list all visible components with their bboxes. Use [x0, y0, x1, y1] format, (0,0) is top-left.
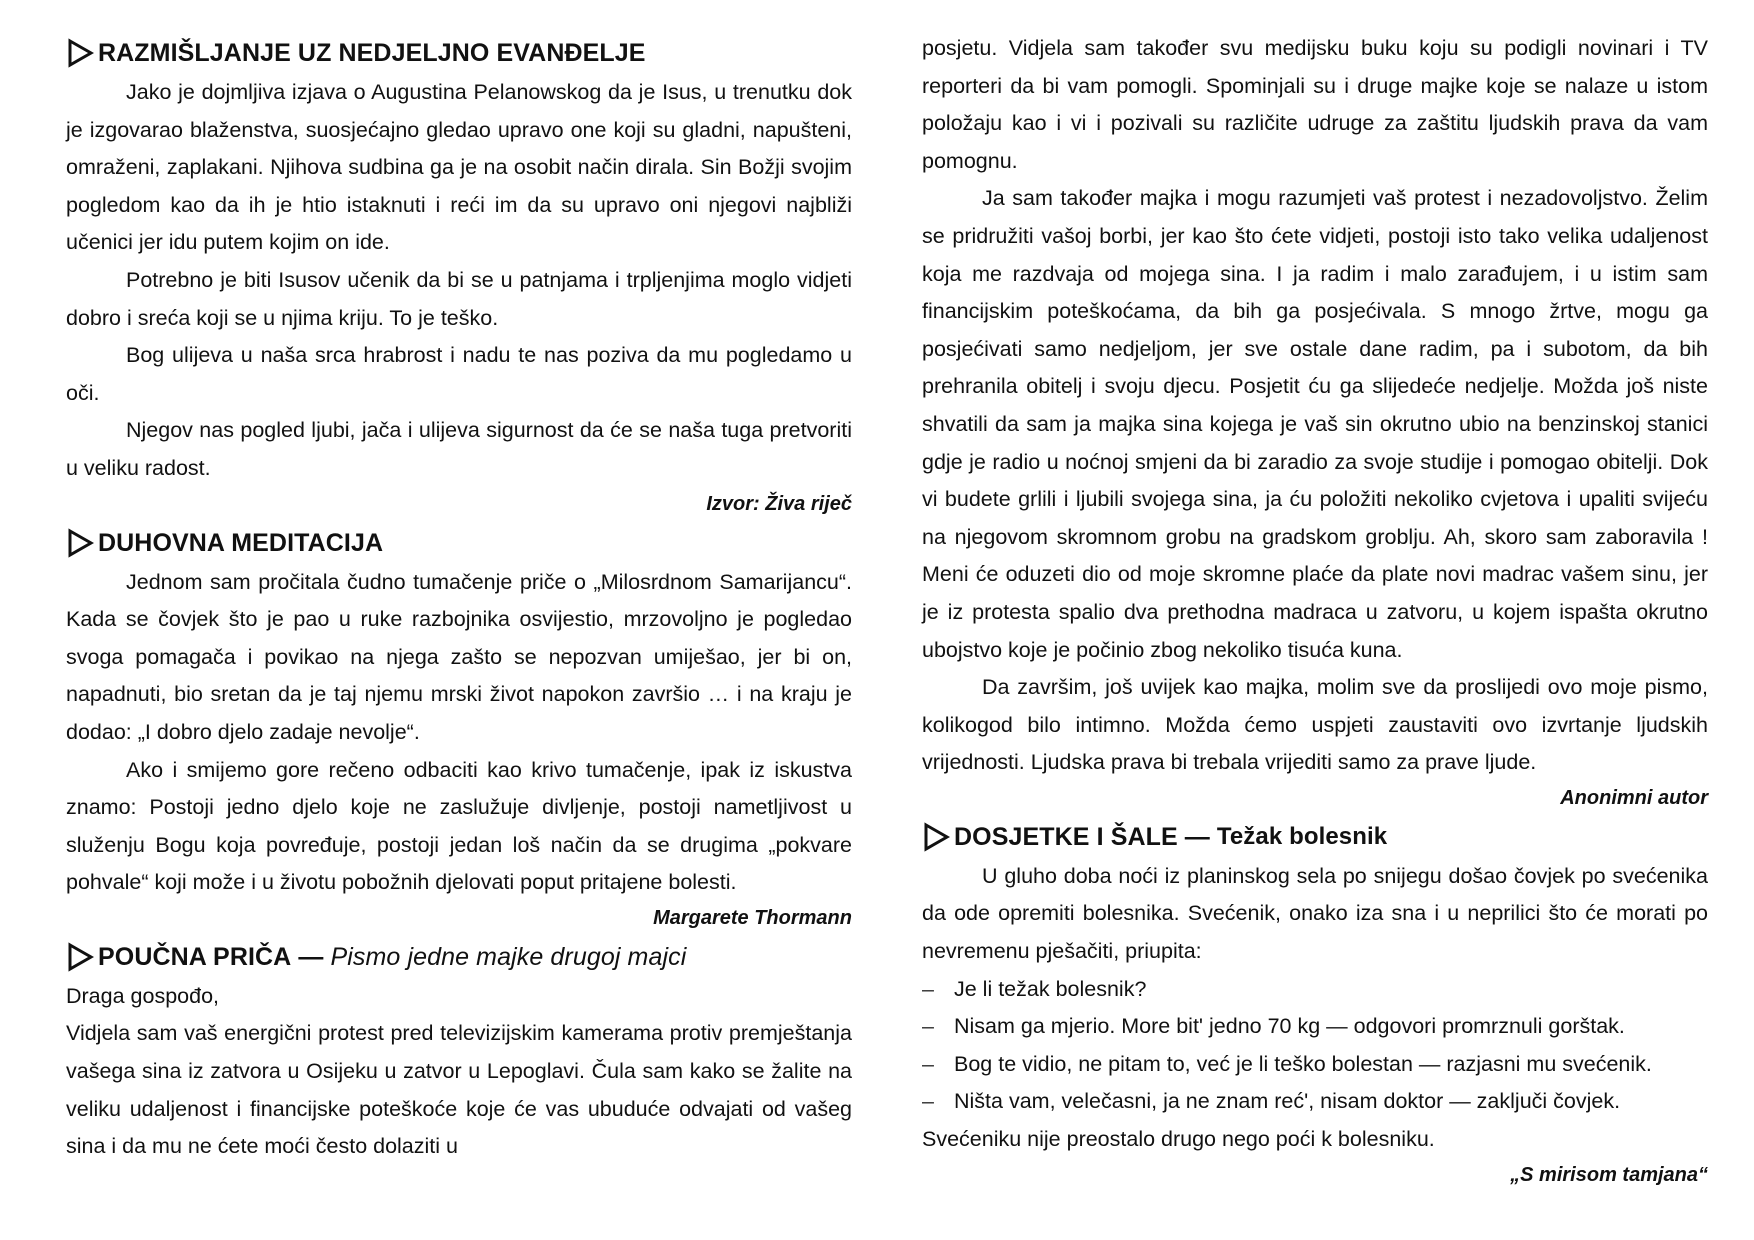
dash-bullet: –	[922, 1089, 934, 1114]
section-subtitle: Težak bolesnik	[1216, 822, 1388, 850]
triangle-bullet-icon	[922, 822, 950, 852]
paragraph: U gluho doba noći iz planinskog sela po snijegu došao čovjek po svećenika da ode opremiti bolesnika. Svećenik, onako iza sna i u neprilici što će morati po nevremenu pješačiti, priupita:	[922, 863, 1708, 964]
title-dash: —	[298, 942, 324, 971]
paragraph: Jednom sam pročitala čudno tumačenje priče o „Milosrdnom Samarijancu“. Kada se čovjek što je pao u ruke razbojnika osvijestio, mrzovoljno je pogledao svoga pomagača i povikao na njega zašto se nepozvan umiješao, jer bi on, napadnuti, bio sretan da je taj njemu mrski život napokon završio … i na kraju je dodao: „I dobro djelo zadaje nevolje“.	[66, 569, 852, 744]
section-heading-story	[66, 940, 852, 974]
title-dash: —	[1184, 822, 1210, 851]
source-attribution: Izvor: Živa riječ	[706, 492, 852, 515]
dash-bullet: –	[922, 976, 934, 1001]
dialog-list	[922, 971, 1708, 1121]
dialog-text: Ništa vam, velečasni, ja ne znam reć', nisam doktor — zaključi čovjek.	[954, 1089, 1621, 1114]
paragraph: Ako i smijemo gore rečeno odbaciti kao krivo tumačenje, ipak iz iskustva znamo: Postoji jedno djelo koje ne zaslužuje divljenje, postoji nametljivost u služenju Bogu koja povređuje, postoji jedan loš način da se drugima „pokvare pohvale“ koji može i u životu pobožnih djelovati poput pritajene bolesti.	[66, 757, 852, 895]
paragraph: Ja sam također majka i mogu razumjeti vaš protest i nezadovoljstvo. Želim se pridružiti vašoj borbi, jer kao što ćete vidjeti, postoji isto tako velika udaljenost koja me razdvaja od mojega sina. I ja radim i malo zarađujem, i u istim sam financijskim poteškoćama, da bih ga posjećivala. S mnogo žrtve, mogu ga posjećivati samo nedjeljom, jer sve ostale dane radim, pa i subotom, da bih prehranila obitelj i svoju djecu. Posjetit ću ga slijedeće nedjelje. Možda još niste shvatili da sam ja majka sina kojega je vaš sin okrutno ubio na benzinskoj stanici gdje je radio u noćnoj smjeni da bi zaradio za svoje studije i pomogao obitelji. Dok vi budete grlili i ljubili svojega sina, ja ću položiti nekoliko cvjetova i upaliti svijeću na njegovom skromnom grobu na gradskom groblju. Ah, skoro sam zaboravila ! Meni će oduzeti dio od moje skromne plaće da plate novi madrac vašem sinu, jer je iz protesta spalio dva prethodna madraca u zatvoru, u kojem ispašta okrutno ubojstvo koje je počinio zbog nekoliko tisuća kuna.	[922, 186, 1708, 662]
paragraph: Vidjela sam vaš energični protest pred televizijskim kamerama protiv premještanja vašega sina iz zatvora u Osijeku u zatvor u Lepoglavi. Čula sam kako se žalite na veliku udaljenost i financijske poteškoće koje će vas ubuduće odvajati od vašeg sina i da mu ne ćete moći često dolaziti u	[66, 1021, 852, 1159]
triangle-bullet-icon	[66, 38, 94, 68]
dialog-text: Bog te vidio, ne pitam to, već je li teško bolestan — razjasni mu svećenik.	[954, 1051, 1652, 1076]
dash-bullet: –	[922, 1014, 934, 1039]
left-column	[66, 30, 852, 1166]
salutation: Draga gospođo,	[66, 983, 219, 1008]
triangle-bullet-icon	[66, 528, 94, 558]
paragraph: Jako je dojmljiva izjava o Augustina Pelanowskog da je Isus, u trenutku dok je izgovarao blaženstva, suosjećajno gledao upravo one koji su gladni, napušteni, omraženi, zaplakani. Njihova sudbina ga je na osobit način dirala. Sin Božji svojim pogledom kao da ih je htio istaknuti i reći im da su upravo oni njegovi najbliži učenici jer idu putem kojim on ide.	[66, 80, 852, 255]
dialog-text: Je li težak bolesnik?	[954, 976, 1147, 1001]
dash-bullet: –	[922, 1051, 934, 1076]
source-attribution: „S mirisom tamjana“	[1510, 1163, 1708, 1186]
paragraph: Da završim, još uvijek kao majka, molim sve da proslijedi ovo moje pismo, kolikogod bilo intimno. Možda ćemo uspjeti zaustaviti ovo izvrtanje ljudskih vrijednosti. Ljudska prava bi trebala vrijediti samo za prave ljude.	[922, 675, 1708, 775]
paragraph-continued: posjetu. Vidjela sam također svu medijsku buku koju su podigli novinari i TV reporteri da bi vam pomogli. Spominjali su i druge majke koje se nalaze u istom položaju kao i vi i pozivali su različite udruge za zaštitu ljudskih prava da vam pomognu.	[922, 36, 1708, 173]
section-subtitle: Pismo jedne majke drugoj majci	[330, 942, 687, 971]
source-attribution: Anonimni autor	[1560, 786, 1708, 809]
source-attribution: Margarete Thormann	[653, 906, 852, 929]
right-column	[922, 30, 1708, 1193]
dialog-line	[922, 1046, 1708, 1084]
section-title: RAZMIŠLJANJE UZ NEDJELJNO EVANĐELJE	[98, 39, 646, 67]
dialog-line	[922, 1008, 1708, 1046]
dialog-text: Nisam ga mjerio. More bit' jedno 70 kg — odgovori promrznuli gorštak.	[954, 1014, 1625, 1039]
paragraph: Njegov nas pogled ljubi, jača i ulijeva sigurnost da će se naša tuga pretvoriti u veliku radost.	[66, 418, 852, 480]
dialog-line	[922, 971, 1708, 1009]
paragraph: Potrebno je biti Isusov učenik da bi se u patnjama i trpljenjima moglo vidjeti dobro i sreća koji se u njima kriju. To je teško.	[66, 267, 852, 330]
section-heading-jokes	[922, 820, 1708, 854]
paragraph: Svećeniku nije preostalo drugo nego poći k bolesniku.	[922, 1127, 1435, 1152]
section-heading-meditation	[66, 526, 852, 560]
section-title: DOSJETKE I ŠALE	[954, 822, 1178, 851]
section-title: POUČNA PRIČA	[98, 942, 292, 971]
paragraph: Bog ulijeva u naša srca hrabrost i nadu te nas poziva da mu pogledamo u oči.	[66, 343, 852, 405]
section-title: DUHOVNA MEDITACIJA	[98, 528, 384, 557]
section-heading-reflection	[66, 36, 852, 70]
triangle-bullet-icon	[66, 942, 94, 972]
dialog-line	[922, 1083, 1708, 1121]
